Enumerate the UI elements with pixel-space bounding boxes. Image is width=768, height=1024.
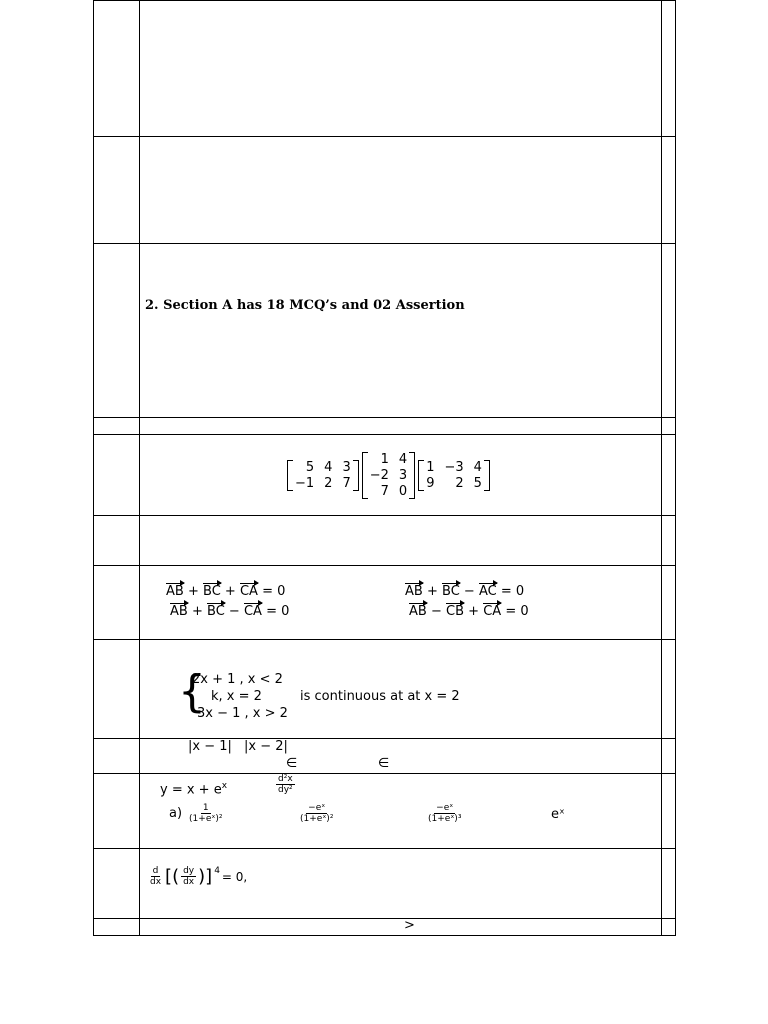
row-divider <box>94 136 675 137</box>
differential-equation: $\frac{d}{dx}$ [( $\frac{dy}{dx}$ )] $^4$ = 0, <box>150 866 248 887</box>
row-divider <box>94 918 675 919</box>
row-divider <box>94 417 675 418</box>
abs-term-2: |x − 2| <box>244 739 288 754</box>
column-divider <box>661 1 662 935</box>
derivative-option-c: $\frac{\text{−eˣ}}{\text{(1+eˣ)³}}$ <box>428 803 462 824</box>
matrix-b: 1 4 −2 3 7 0 <box>362 452 415 499</box>
row-divider <box>94 565 675 566</box>
element-of-symbol: ∈ <box>286 756 298 771</box>
element-of-symbol: ∈ <box>378 756 390 771</box>
row-divider <box>94 243 675 244</box>
greater-than-symbol: > <box>404 918 415 933</box>
piecewise-brace: { <box>178 666 206 717</box>
row-divider <box>94 434 675 435</box>
column-divider <box>139 1 140 935</box>
derivative-option-a: a) $\frac{1}{\text{(1+eˣ)²}}$ <box>169 803 223 824</box>
vector-option-b: AB + BC − AC = 0 <box>405 584 525 599</box>
row-divider <box>94 738 675 739</box>
section-note: 2. Section A has 18 MCQ’s and 02 Assertion <box>145 298 465 313</box>
second-derivative-fraction: $\frac{\text{d²x}}{\text{dy²}}$ <box>278 774 293 795</box>
derivative-option-d: eˣ <box>551 807 565 822</box>
piecewise-case-1: 2x + 1 , x < 2 <box>192 672 283 687</box>
vector-option-c: AB + BC − CA = 0 <box>170 604 290 619</box>
abs-term-1: |x − 1| <box>188 739 232 754</box>
row-divider <box>94 639 675 640</box>
piecewise-case-2: k, x = 2 <box>211 689 262 704</box>
piecewise-case-3: 3x − 1 , x > 2 <box>197 706 288 721</box>
piecewise-continuity-text: is continuous at at x = 2 <box>300 689 460 704</box>
matrix-a: 5 4 3 −1 2 7 <box>287 460 359 491</box>
vector-option-d: AB − CB + CA = 0 <box>409 604 529 619</box>
matrix-c: 1 −3 4 9 2 5 <box>418 460 490 491</box>
row-divider <box>94 515 675 516</box>
matrix-product <box>287 452 490 499</box>
derivative-equation: $y = x + e^x$ <box>160 781 228 798</box>
derivative-option-b: $\frac{\text{−eˣ}}{\text{(1+eˣ)²}}$ <box>300 803 334 824</box>
row-divider <box>94 848 675 849</box>
row-divider <box>94 773 675 774</box>
vector-option-a: AB + BC + CA = 0 <box>166 584 286 599</box>
